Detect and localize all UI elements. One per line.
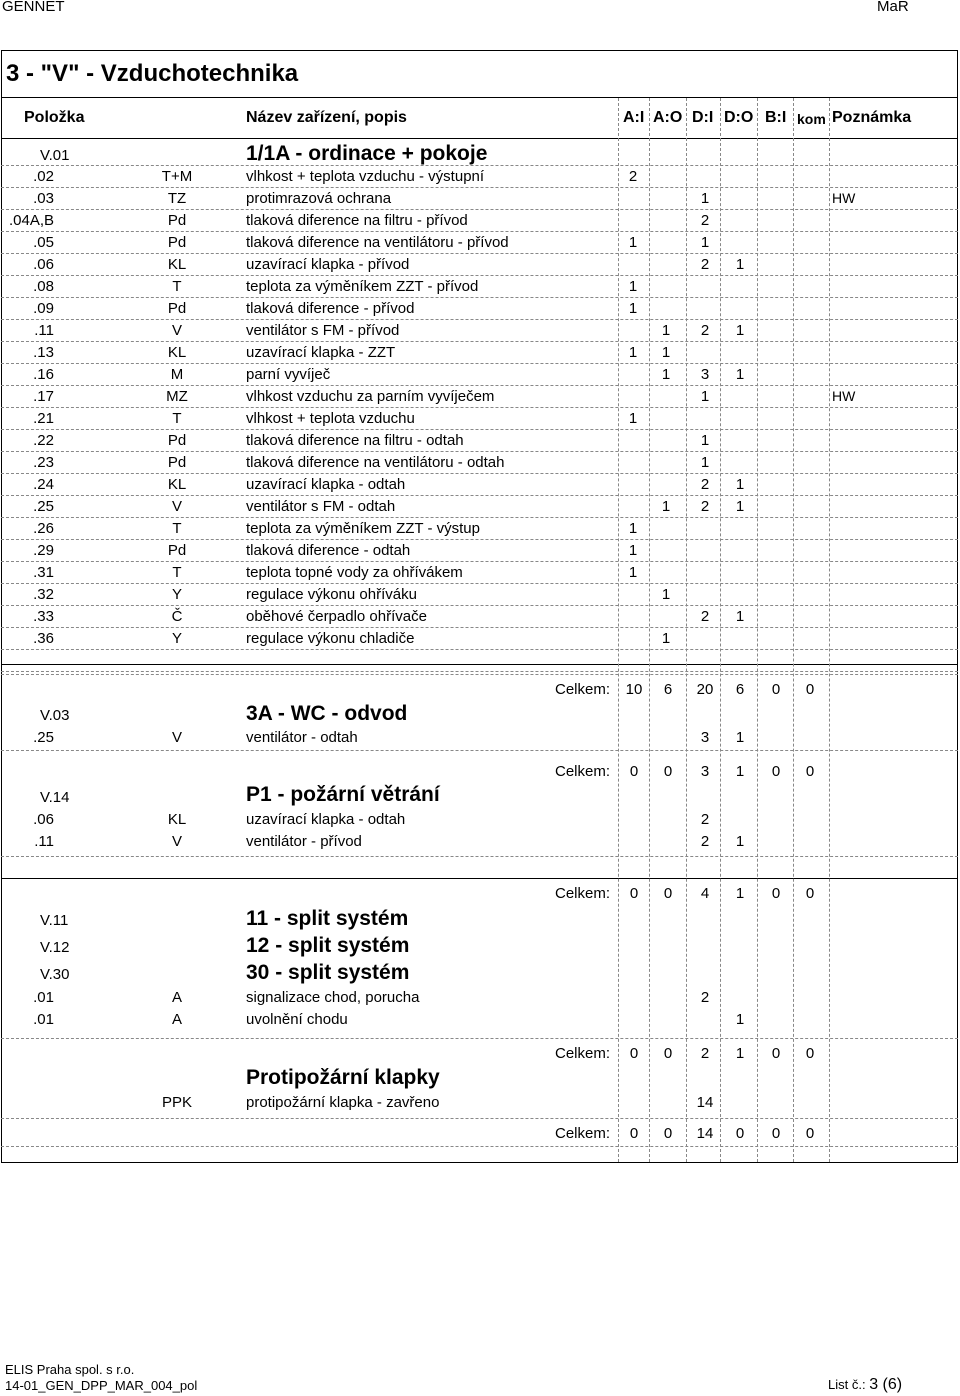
row-code: .02 [33,168,54,185]
footer-sheet-value: 3 (6) [869,1376,903,1393]
table-row [0,342,960,364]
col-header-item: Položka [24,109,85,126]
total-kom: 0 [805,885,815,902]
row-desc: vlhkost + teplota vzduchu - výstupní [246,168,485,185]
total-bi: 0 [771,1125,781,1142]
row-di: 1 [700,432,710,449]
row-do: 1 [735,322,745,339]
group-code: V.30 [40,966,70,983]
footer-sheet [828,1376,902,1394]
table-row [0,452,960,474]
row-desc: vlhkost vzduchu za parním vyvíječem [246,388,495,405]
row-do: 1 [735,498,745,515]
row-desc: teplota topné vody za ohřívákem [246,564,463,581]
row-di: 1 [700,388,710,405]
row-type: KL [167,344,187,361]
row-code: .31 [33,564,54,581]
table-row [0,1009,960,1031]
table-row [0,518,960,540]
row-desc: tlaková diference na ventilátoru - přívod [246,234,509,251]
row-desc: protimrazová ochrana [246,190,392,207]
row-code: .32 [33,586,54,603]
row-di: 2 [700,989,710,1006]
total-bi: 0 [771,1045,781,1062]
total-ai: 0 [629,885,639,902]
row-do: 1 [735,366,745,383]
divider [1,138,958,139]
group-code: V.01 [40,147,70,164]
total-label: Celkem: [555,681,611,698]
footer-company: ELIS Praha spol. s r.o. [5,1362,135,1377]
row-type: Pd [167,542,187,559]
row-code: .24 [33,476,54,493]
table-row [0,188,960,210]
row-type: A [171,1011,182,1028]
row-code: .23 [33,454,54,471]
total-di: 20 [696,681,714,698]
row-di: 2 [700,833,710,850]
table-row [0,628,960,650]
total-ai: 0 [629,1125,639,1142]
row-code: .06 [33,256,54,273]
row-desc: tlaková diference na filtru - odtah [246,432,464,449]
row-desc: vlhkost + teplota vzduchu [246,410,415,427]
total-do: 0 [735,1125,745,1142]
table-row [0,298,960,320]
row-code: .22 [33,432,54,449]
divider [1,664,958,665]
row-desc: tlaková diference na ventilátoru - odtah [246,454,505,471]
page-header-left: GENNET [2,0,65,15]
row-ai: 1 [628,278,638,295]
row-ao: 1 [661,366,671,383]
row-di: 1 [700,234,710,251]
row-desc: tlaková diference na filtru - přívod [246,212,468,229]
group-title: 30 - split systém [246,961,410,984]
row-code: .01 [33,989,54,1006]
row-code: .06 [33,811,54,828]
col-header-kom: kom [797,111,826,127]
row-note: HW [832,190,856,206]
total-di: 4 [700,885,710,902]
row-do: 1 [735,476,745,493]
row-code: .36 [33,630,54,647]
row-type: Pd [167,212,187,229]
row-ai: 1 [628,234,638,251]
total-bi: 0 [771,885,781,902]
row-divider [1,1038,958,1039]
row-divider [1,671,958,672]
row-ai: 1 [628,344,638,361]
group-code: V.14 [40,789,70,806]
footer-doc-id: 14-01_GEN_DPP_MAR_004_pol [5,1378,198,1393]
row-code: .09 [33,300,54,317]
table-row [0,496,960,518]
row-di: 14 [696,1094,714,1111]
group-title: Protipožární klapky [246,1066,440,1089]
row-di: 3 [700,366,710,383]
table-row [0,386,960,408]
table-row [0,584,960,606]
row-desc: regulace výkonu ohříváku [246,586,417,603]
row-code: .25 [33,729,54,746]
total-kom: 0 [805,763,815,780]
row-do: 1 [735,256,745,273]
row-code: .04A,B [8,212,54,229]
row-ao: 1 [661,344,671,361]
table-row [0,831,960,853]
table-row [0,408,960,430]
total-do: 1 [735,1045,745,1062]
table-row [0,474,960,496]
row-code: .21 [33,410,54,427]
row-type: Pd [167,432,187,449]
total-do: 6 [735,681,745,698]
row-desc: uzavírací klapka - odtah [246,811,406,828]
total-label: Celkem: [555,1125,611,1142]
group-code: V.12 [40,939,70,956]
col-header-note: Poznámka [832,109,912,126]
row-type: KL [167,811,187,828]
row-desc: oběhové čerpadlo ohřívače [246,608,427,625]
row-di: 1 [700,190,710,207]
row-type: M [170,366,184,383]
row-desc: uzavírací klapka - přívod [246,256,410,273]
row-type: V [171,498,182,515]
total-ai: 10 [625,681,643,698]
total-di: 2 [700,1045,710,1062]
total-di: 14 [696,1125,714,1142]
row-type: KL [167,256,187,273]
group-title: P1 - požární větrání [246,783,440,806]
row-type: Pd [167,454,187,471]
group-title: 11 - split systém [246,907,409,930]
row-type: Pd [167,234,187,251]
total-label: Celkem: [555,1045,611,1062]
row-desc: uvolnění chodu [246,1011,348,1028]
row-desc: teplota za výměníkem ZZT - přívod [246,278,479,295]
row-di: 2 [700,608,710,625]
row-di: 1 [700,454,710,471]
col-header-di: D:I [692,109,714,126]
row-desc: ventilátor - odtah [246,729,358,746]
row-code: .25 [33,498,54,515]
row-di: 1 [735,1011,745,1028]
row-code: .16 [33,366,54,383]
row-code: .17 [33,388,54,405]
total-ao: 0 [663,1045,673,1062]
row-type: V [171,833,182,850]
row-type: T [172,278,182,295]
row-code: .03 [33,190,54,207]
row-desc: protipožární klapka - zavřeno [246,1094,440,1111]
group-title: 3A - WC - odvod [246,702,408,725]
row-note: HW [832,388,856,404]
page-title: 3 - "V" - Vzduchotechnika [6,60,299,87]
total-di: 3 [700,763,710,780]
row-type: Y [171,586,182,603]
col-header-do: D:O [724,109,754,126]
row-ao: 1 [661,630,671,647]
row-ai: 1 [628,542,638,559]
row-do: 1 [735,833,745,850]
row-desc: tlaková diference - přívod [246,300,415,317]
page-header-right: MaR [877,0,909,15]
total-row [0,681,960,703]
table-row [0,276,960,298]
group-title: 1/1A - ordinace + pokoje [246,142,488,165]
row-code: .33 [33,608,54,625]
row-code: .01 [33,1011,54,1028]
table-row [0,430,960,452]
row-ai: 1 [628,300,638,317]
total-ao: 6 [663,681,673,698]
row-di: 2 [700,498,710,515]
total-ao: 0 [663,885,673,902]
row-di: 2 [700,212,710,229]
row-type: T+M [161,168,193,185]
table-row [0,320,960,342]
total-row [0,885,960,907]
row-type: MZ [166,388,188,405]
row-di: 2 [700,256,710,273]
total-kom: 0 [805,1045,815,1062]
group-code: V.03 [40,707,70,724]
group-title: 12 - split systém [246,934,410,957]
total-label: Celkem: [555,885,611,902]
total-bi: 0 [771,763,781,780]
row-di: 2 [700,476,710,493]
col-header-ao: A:O [653,109,683,126]
table-row [0,809,960,831]
row-divider [1,750,958,751]
row-di: 2 [700,811,710,828]
col-header-ai: A:I [623,109,645,126]
total-ao: 0 [663,763,673,780]
total-label: Celkem: [555,763,611,780]
total-do: 1 [735,763,745,780]
row-type: T [172,520,182,537]
row-ai: 1 [628,520,638,537]
total-row [0,1125,960,1147]
row-type: A [171,989,182,1006]
row-divider [1,856,958,857]
row-type: Pd [167,300,187,317]
total-row [0,763,960,785]
row-type: KL [167,476,187,493]
row-type: T [172,564,182,581]
table-row [0,254,960,276]
row-ai: 2 [628,168,638,185]
row-type: V [171,729,182,746]
row-divider [1,1118,958,1119]
table-row [0,727,960,749]
table-row [0,364,960,386]
row-ao: 1 [661,586,671,603]
row-divider [1,674,958,675]
row-type: Č [171,608,183,625]
total-ai: 0 [629,763,639,780]
row-type: PPK [161,1094,192,1111]
table-row [0,210,960,232]
divider [1,97,958,98]
row-ai: 1 [628,564,638,581]
row-code: .08 [33,278,54,295]
group-code: V.11 [40,912,69,929]
row-desc: ventilátor s FM - odtah [246,498,396,515]
total-do: 1 [735,885,745,902]
row-type: T [172,410,182,427]
row-desc: ventilátor s FM - přívod [246,322,400,339]
col-header-bi: B:I [765,109,787,126]
total-ao: 0 [663,1125,673,1142]
row-code: .11 [34,322,54,339]
total-kom: 0 [805,1125,815,1142]
row-desc: regulace výkonu chladiče [246,630,415,647]
row-di: 3 [700,729,710,746]
total-kom: 0 [805,681,815,698]
row-type: TZ [167,190,187,207]
table-row [0,987,960,1009]
row-code: .26 [33,520,54,537]
row-do: 1 [735,729,745,746]
row-code: .05 [33,234,54,251]
row-desc: ventilátor - přívod [246,833,362,850]
total-ai: 0 [629,1045,639,1062]
row-code: .13 [33,344,54,361]
row-desc: parní vyvíječ [246,366,331,383]
row-desc: uzavírací klapka - odtah [246,476,406,493]
row-di: 2 [700,322,710,339]
row-code: .29 [33,542,54,559]
total-bi: 0 [771,681,781,698]
table-row [0,562,960,584]
divider [1,878,958,879]
row-type: V [171,322,182,339]
row-desc: uzavírací klapka - ZZT [246,344,396,361]
total-row [0,1045,960,1067]
row-type: Y [171,630,182,647]
table-row [0,1092,960,1114]
table-row [0,166,960,188]
col-header-name: Název zařízení, popis [246,109,407,126]
row-desc: tlaková diference - odtah [246,542,411,559]
row-ao: 1 [661,498,671,515]
row-ao: 1 [661,322,671,339]
footer-sheet-label: List č.: [828,1377,866,1392]
row-desc: teplota za výměníkem ZZT - výstup [246,520,480,537]
row-desc: signalizace chod, porucha [246,989,420,1006]
row-code: .11 [34,833,54,850]
table-row [0,606,960,628]
table-row [0,232,960,254]
row-do: 1 [735,608,745,625]
table-row [0,540,960,562]
row-ai: 1 [628,410,638,427]
